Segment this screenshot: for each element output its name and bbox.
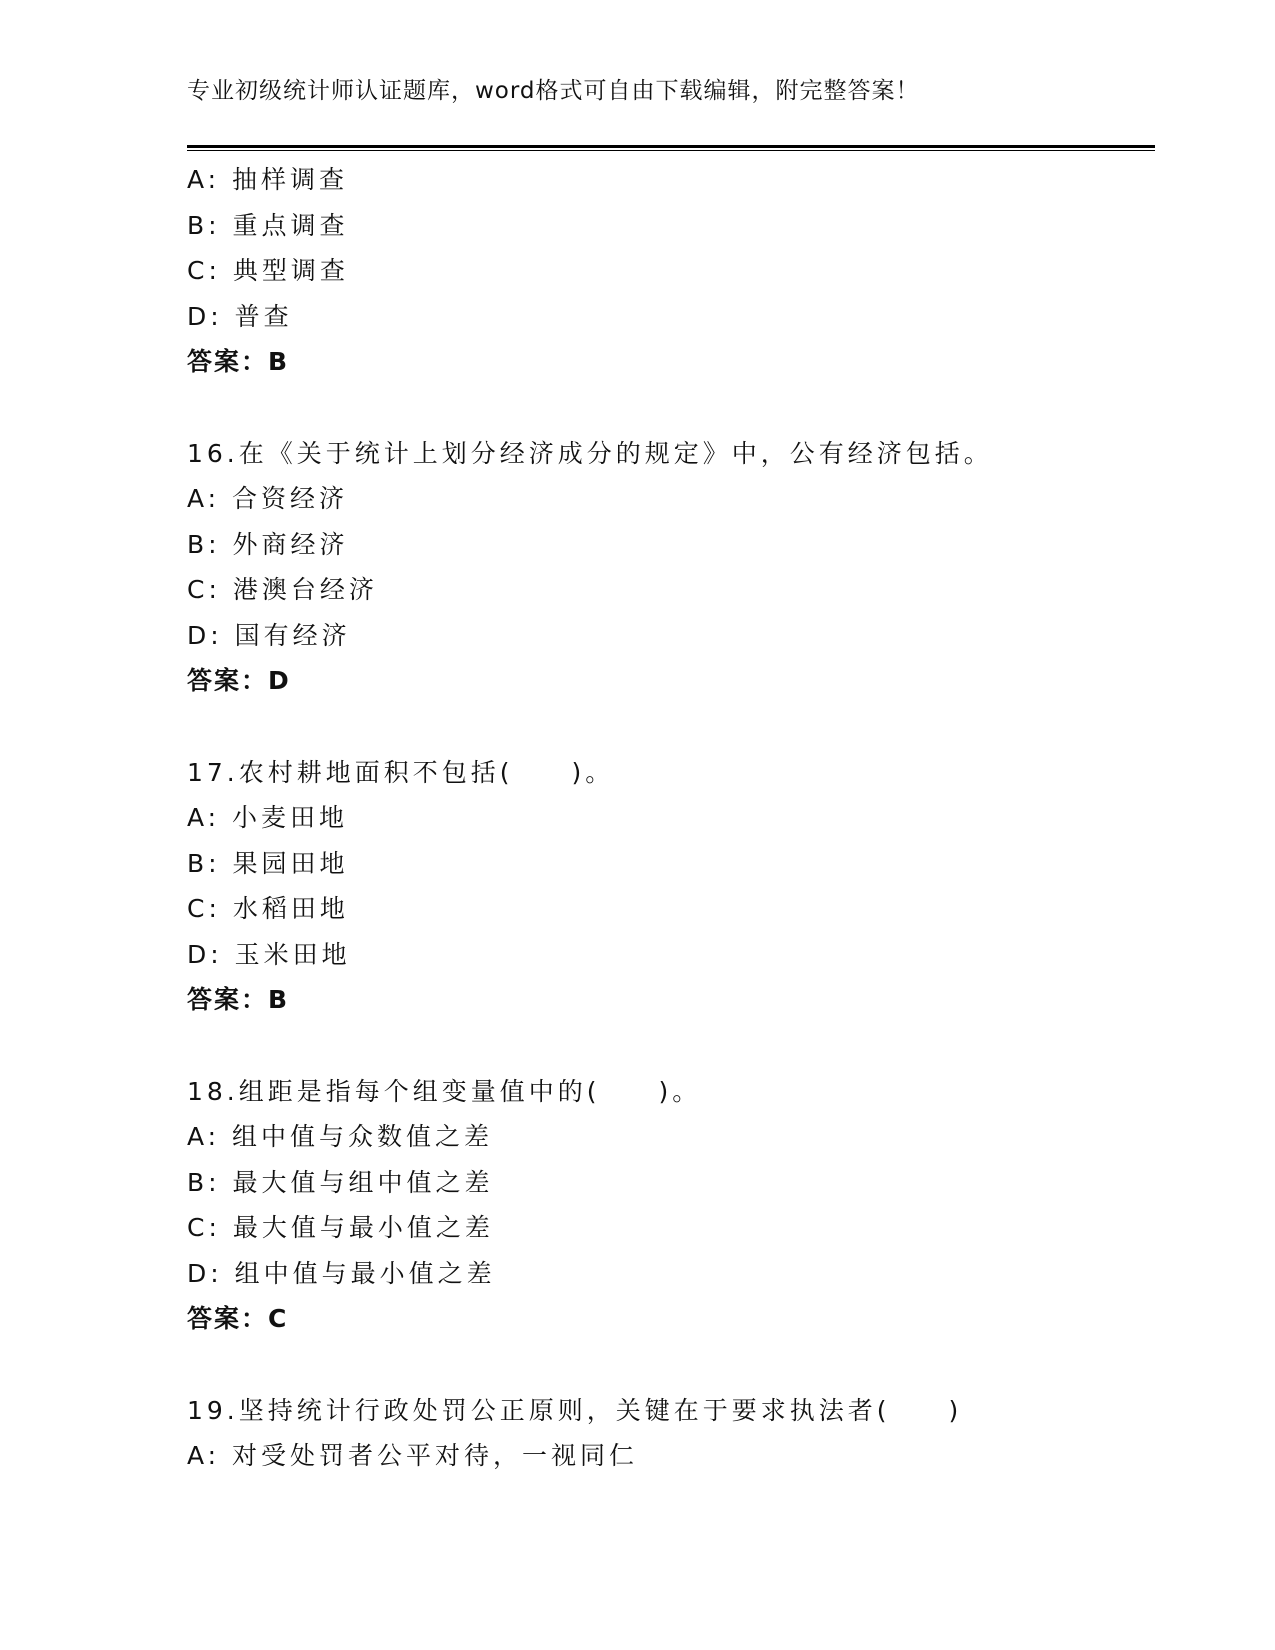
option-line: C: 典型调查 <box>187 256 349 285</box>
blank-line <box>187 1342 1155 1388</box>
header-rule-thick <box>187 145 1155 148</box>
blank-line <box>187 704 1155 750</box>
option-line: A: 组中值与众数值之差 <box>187 1122 494 1151</box>
question-line: 19.坚持统计行政处罚公正原则，关键在于要求执法者( ) <box>187 1395 963 1425</box>
option-line: B: 果园田地 <box>187 848 349 878</box>
blank-line <box>187 1023 1155 1069</box>
question-list <box>187 157 1155 1479</box>
question-line: 16.在《关于统计上划分经济成分的规定》中，公有经济包括。 <box>187 438 993 468</box>
header-rule-thin <box>187 150 1155 151</box>
question-line: 17.农村耕地面积不包括( )。 <box>187 757 615 787</box>
option-line: D: 普查 <box>187 301 293 331</box>
option-line: D: 组中值与最小值之差 <box>187 1258 496 1288</box>
answer-line: 答案：D <box>187 666 291 695</box>
option-line: B: 重点调查 <box>187 210 349 240</box>
option-line: B: 最大值与组中值之差 <box>187 1167 494 1197</box>
option-line: A: 小麦田地 <box>187 803 349 832</box>
option-line: C: 最大值与最小值之差 <box>187 1213 494 1242</box>
option-line: D: 玉米田地 <box>187 939 351 969</box>
option-line: B: 外商经济 <box>187 529 349 559</box>
question-line: 18.组距是指每个组变量值中的( )。 <box>187 1076 702 1106</box>
option-line: A: 对受处罚者公平对待，一视同仁 <box>187 1441 639 1470</box>
answer-line: 答案：C <box>187 1304 289 1333</box>
option-line: C: 港澳台经济 <box>187 575 378 604</box>
page-header: 专业初级统计师认证题库，word格式可自由下载编辑，附完整答案！ <box>187 78 920 104</box>
answer-line: 答案：B <box>187 347 290 376</box>
option-line: A: 合资经济 <box>187 484 349 513</box>
blank-line <box>187 385 1155 431</box>
option-line: A: 抽样调查 <box>187 165 349 194</box>
option-line: C: 水稻田地 <box>187 894 349 923</box>
option-line: D: 国有经济 <box>187 620 351 650</box>
answer-line: 答案：B <box>187 985 290 1014</box>
